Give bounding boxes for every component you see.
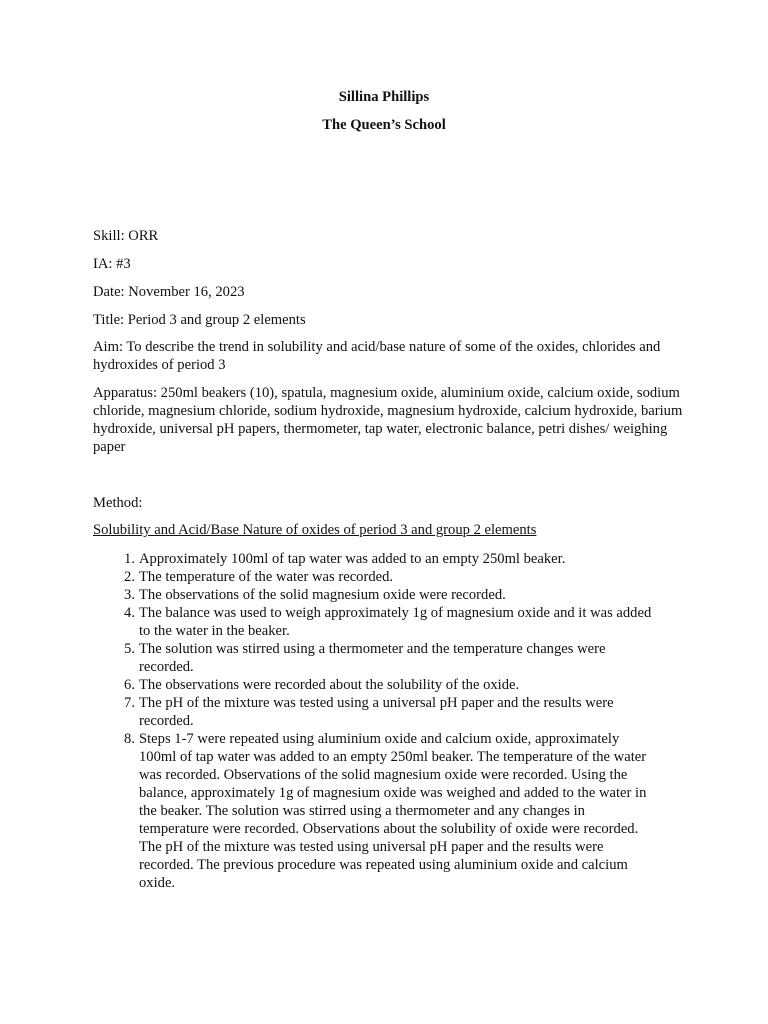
step-number: 7. <box>124 695 135 711</box>
method-step <box>93 694 653 730</box>
method-steps-list <box>93 550 653 892</box>
step-number: 2. <box>124 569 135 585</box>
date-line: Date: November 16, 2023 <box>93 284 245 300</box>
method-subheading: Solubility and Acid/Base Nature of oxides of period 3 and group 2 elements <box>93 522 537 538</box>
skill-line: Skill: ORR <box>93 228 159 244</box>
step-text: The observations were recorded about the solubility of the oxide. <box>139 677 520 693</box>
method-step <box>93 550 653 568</box>
step-text: The balance was used to weigh approximately 1g of magnesium oxide and it was added to the water in the beaker. <box>139 605 652 639</box>
aim-paragraph: Aim: To describe the trend in solubility and acid/base nature of some of the oxides, chlorides and hydroxides of period 3 <box>93 339 661 373</box>
step-text: The solution was stirred using a thermometer and the temperature changes were recorded. <box>139 641 606 675</box>
step-text: The pH of the mixture was tested using a universal pH paper and the results were recorded. <box>139 695 614 729</box>
step-text: The observations of the solid magnesium oxide were recorded. <box>139 587 506 603</box>
method-step <box>93 676 653 694</box>
apparatus-paragraph: Apparatus: 250ml beakers (10), spatula, magnesium oxide, aluminium oxide, calcium oxide, sodium chloride, magnesium chloride, sodium hydroxide, magnesium hydroxide, calcium hydroxide, barium hydroxide, universal pH papers, thermometer, tap water, electronic balance, petri dishes/ weighing paper <box>93 385 683 455</box>
method-step <box>93 568 653 586</box>
step-number: 6. <box>124 677 135 693</box>
school-name: The Queen’s School <box>322 117 446 133</box>
author-name: Sillina Phillips <box>338 89 430 105</box>
ia-line: IA: #3 <box>93 256 131 272</box>
method-step <box>93 640 653 676</box>
method-heading: Method: <box>93 495 143 511</box>
step-text: Steps 1-7 were repeated using aluminium oxide and calcium oxide, approximately 100ml of tap water was added to an empty 250ml beaker. The temperature of the water was recorded. Observations of the solid magnesium oxide were recorded. Using the balance, approximately 1g of magnesium oxide was weighed and added to the water in the beaker. The solution was stirred using a thermometer and any changes in temperature were recorded. Observations about the solubility of oxide were recorded. The pH of the mixture was tested using universal pH paper and the results were recorded. The previous procedure was repeated using aluminium oxide and calcium oxide. <box>139 731 647 891</box>
step-text: The temperature of the water was recorded. <box>139 569 394 585</box>
step-number: 1. <box>124 551 135 567</box>
step-number: 4. <box>124 605 135 621</box>
title-line: Title: Period 3 and group 2 elements <box>93 312 306 328</box>
step-number: 8. <box>124 731 135 747</box>
step-number: 5. <box>124 641 135 657</box>
method-step <box>93 586 653 604</box>
step-number: 3. <box>124 587 135 603</box>
step-text: Approximately 100ml of tap water was added to an empty 250ml beaker. <box>139 551 566 567</box>
method-step <box>93 730 653 892</box>
method-step <box>93 604 653 640</box>
